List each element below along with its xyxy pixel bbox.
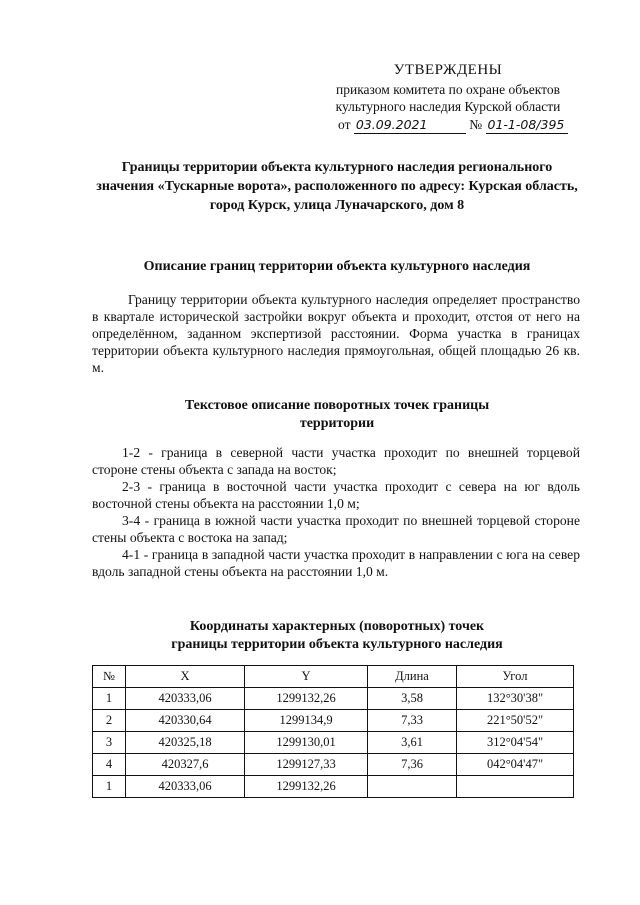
cell-x: 420327,6 <box>126 754 245 776</box>
cell-number: 4 <box>93 754 126 776</box>
section1-heading: Описание границ территории объекта культурного наследия <box>143 259 531 274</box>
cell-length: 3,58 <box>368 688 457 710</box>
boundary-item-3: 3-4 - граница в южной части участка проходит по внешней торцевой стороне стены объекта с востока на запад; <box>92 513 580 545</box>
cell-length: 7,36 <box>368 754 457 776</box>
from-label: от <box>338 117 351 132</box>
col-header-x: X <box>126 666 245 688</box>
handwritten-date: 03.09.2021 <box>354 116 466 134</box>
cell-x: 420333,06 <box>126 688 245 710</box>
cell-angle: 042°04'47" <box>457 754 574 776</box>
section3-heading-line1: Координаты характерных (поворотных) точек <box>189 619 485 634</box>
cell-angle: 221°50'52" <box>457 710 574 732</box>
cell-angle <box>457 776 574 798</box>
section2-heading-line2: территории <box>299 416 375 431</box>
approval-line-1: приказом комитета по охране объектов <box>336 82 560 97</box>
col-header-angle: Угол <box>457 666 574 688</box>
table-row <box>93 754 574 776</box>
approval-block <box>318 62 578 115</box>
col-header-number: № <box>93 666 126 688</box>
boundary-item-2: 2-3 - граница в восточной части участка проходит с севера на юг вдоль восточной стены объекта на расстоянии 1,0 м; <box>92 479 580 511</box>
coordinates-table <box>92 665 574 798</box>
boundary-item-1: 1-2 - граница в северной части участка проходит по внешней торцевой стороне стены объекта с запада на восток; <box>92 445 580 477</box>
section1-text: Границу территории объекта культурного наследия определяет пространство в квартале исторической застройки вокруг объекта и проходит, отстоя от него на определённом, заданном экспертизой расстоянии. Форма участка в границах территории объекта культурного наследия прямоугольная, общей площадью 26 кв. м. <box>92 292 580 375</box>
cell-length: 7,33 <box>368 710 457 732</box>
cell-y: 1299132,26 <box>245 688 368 710</box>
approval-line-2: культурного наследия Курской области <box>335 99 561 114</box>
cell-angle: 312°04'54" <box>457 732 574 754</box>
section2-heading-line1: Текстовое описание поворотных точек границы <box>184 398 490 413</box>
approval-heading: УТВЕРЖДЕНЫ <box>393 62 503 78</box>
table-row <box>93 776 574 798</box>
table-row <box>93 710 574 732</box>
cell-x: 420333,06 <box>126 776 245 798</box>
cell-y: 1299130,01 <box>245 732 368 754</box>
document-title: Границы территории объекта культурного наследия регионального значения «Тускарные ворота», расположенного по адресу: Курская область, город Курск, улица Луначарского, дом 8 <box>96 160 578 213</box>
section2-heading <box>92 397 582 433</box>
boundary-item-4: 4-1 - граница в западной части участка проходит в направлении с юга на север вдоль западной стены объекта на расстоянии 1,0 м. <box>92 547 580 579</box>
cell-number: 1 <box>93 776 126 798</box>
cell-length <box>368 776 457 798</box>
approval-date-number <box>338 116 598 134</box>
handwritten-number: 01-1-08/395 <box>486 116 568 134</box>
cell-angle: 132°30'38" <box>457 688 574 710</box>
cell-x: 420330,64 <box>126 710 245 732</box>
section3-heading <box>92 618 582 654</box>
cell-number: 1 <box>93 688 126 710</box>
table-row <box>93 732 574 754</box>
cell-x: 420325,18 <box>126 732 245 754</box>
cell-length: 3,61 <box>368 732 457 754</box>
number-label: № <box>469 117 483 132</box>
col-header-length: Длина <box>368 666 457 688</box>
cell-number: 2 <box>93 710 126 732</box>
table-header-row <box>93 666 574 688</box>
cell-y: 1299132,26 <box>245 776 368 798</box>
section3-heading-line2: границы территории объекта культурного наследия <box>171 637 503 652</box>
cell-y: 1299127,33 <box>245 754 368 776</box>
table-row <box>93 688 574 710</box>
col-header-y: Y <box>245 666 368 688</box>
cell-y: 1299134,9 <box>245 710 368 732</box>
cell-number: 3 <box>93 732 126 754</box>
